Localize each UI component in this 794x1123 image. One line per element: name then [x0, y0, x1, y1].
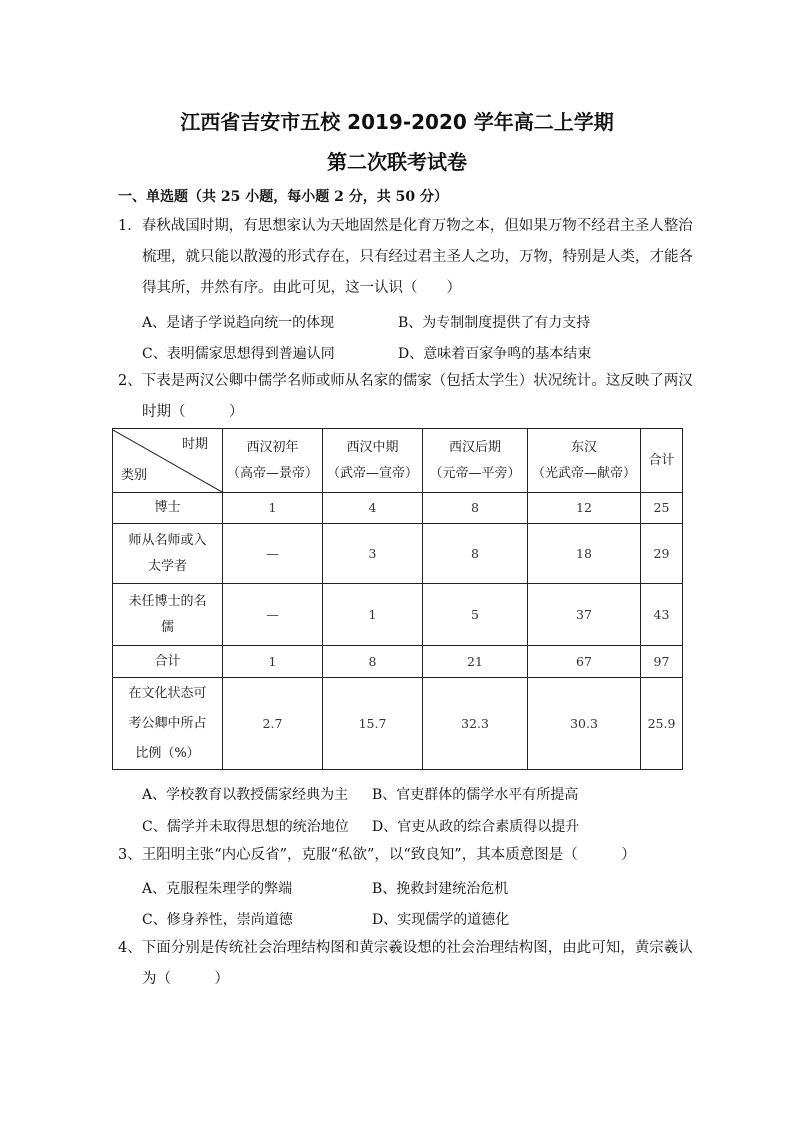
col-header: 西汉中期 （武帝—宣帝）: [323, 429, 423, 493]
q2-option-c: C、儒学并未取得思想的统治地位: [142, 819, 349, 835]
cell: 97: [641, 646, 683, 678]
cell: 25: [641, 493, 683, 524]
q2-line-2: 时期（ ）: [142, 404, 244, 420]
exam-subtitle: 第二次联考试卷: [327, 150, 467, 174]
cell: 5: [423, 584, 528, 646]
cell: 32.3: [423, 678, 528, 770]
q4-line-2: 为（ ）: [142, 971, 229, 987]
q2-option-a: A、学校教育以教授儒家经典为主: [142, 787, 349, 803]
table-row: [113, 584, 683, 646]
cell: 37: [528, 584, 641, 646]
table-row: [113, 493, 683, 524]
col-header: 西汉后期 （元帝—平旁）: [423, 429, 528, 493]
q4-line-1: 4、下面分别是传统社会治理结构图和黄宗羲设想的社会治理结构图，由此可知，黄宗羲认: [118, 940, 693, 956]
cell: 21: [423, 646, 528, 678]
q1-line-1: 1．春秋战国时期，有思想家认为天地固然是化育万物之本，但如果万物不经君主圣人整治: [118, 218, 693, 234]
stats-table: [112, 428, 683, 770]
table-corner-cell: [113, 429, 223, 493]
exam-title: 江西省吉安市五校 2019-2020 学年高二上学期: [180, 110, 614, 134]
q3-option-c: C、修身养性，崇尚道德: [142, 912, 293, 928]
table-row: [113, 646, 683, 678]
q2-line-1: 2、下表是两汉公卿中儒学名师或师从名家的儒家（包括太学生）状况统计。这反映了两汉: [118, 373, 693, 389]
col-header: 西汉初年 （高帝—景帝）: [223, 429, 323, 493]
q1-option-b: B、为专制制度提供了有力支持: [398, 315, 591, 331]
table-row: [113, 524, 683, 584]
cell: 8: [423, 524, 528, 584]
row-label: 博士: [113, 493, 223, 524]
cell: 12: [528, 493, 641, 524]
cell: 15.7: [323, 678, 423, 770]
section-heading: 一、单选题（共 25 小题，每小题 2 分，共 50 分）: [118, 189, 448, 205]
cell: 67: [528, 646, 641, 678]
q2-option-d: D、官吏从政的综合素质得以提升: [372, 819, 580, 835]
corner-category: 类别: [121, 467, 148, 483]
q3-option-a: A、克服程朱理学的弊端: [142, 881, 293, 897]
q1-line-2: 梳理，就只能以散漫的形式存在，只有经过君主圣人之功，万物，特别是人类，才能各: [142, 249, 693, 265]
row-label: 师从名师或入 太学者: [113, 524, 223, 584]
q1-option-d: D、意味着百家争鸣的基本结束: [398, 346, 592, 362]
q1-option-a: A、是诸子学说趋向统一的体现: [142, 315, 335, 331]
table-header-row: [113, 429, 683, 493]
cell: 25.9: [641, 678, 683, 770]
corner-period: 时期: [181, 436, 208, 452]
cell: 3: [323, 524, 423, 584]
cell: 30.3: [528, 678, 641, 770]
q2-option-b: B、官吏群体的儒学水平有所提高: [372, 787, 579, 803]
col-header-total: 合计: [641, 429, 683, 493]
cell: 2.7: [223, 678, 323, 770]
cell: 8: [323, 646, 423, 678]
q3-line-1: 3、王阳明主张“内心反省”，克服“私欲”，以“致良知”，其本质意图是（ ）: [118, 847, 636, 863]
cell: 1: [223, 646, 323, 678]
q3-option-b: B、挽救封建统治危机: [372, 881, 509, 897]
cell: 29: [641, 524, 683, 584]
q3-option-d: D、实现儒学的道德化: [372, 912, 510, 928]
cell: —: [223, 524, 323, 584]
cell: 4: [323, 493, 423, 524]
cell: 1: [323, 584, 423, 646]
q1-option-c: C、表明儒家思想得到普遍认同: [142, 346, 335, 362]
row-label: 合计: [113, 646, 223, 678]
cell: —: [223, 584, 323, 646]
table-row: [113, 678, 683, 770]
cell: 1: [223, 493, 323, 524]
cell: 18: [528, 524, 641, 584]
row-label: 未任博士的名 儒: [113, 584, 223, 646]
col-header: 东汉 （光武帝—献帝）: [528, 429, 641, 493]
q1-line-3: 得其所，井然有序。由此可见，这一认识（ ）: [142, 280, 461, 296]
cell: 43: [641, 584, 683, 646]
row-label: 在文化状态可 考公卿中所占 比例（%）: [113, 678, 223, 770]
cell: 8: [423, 493, 528, 524]
